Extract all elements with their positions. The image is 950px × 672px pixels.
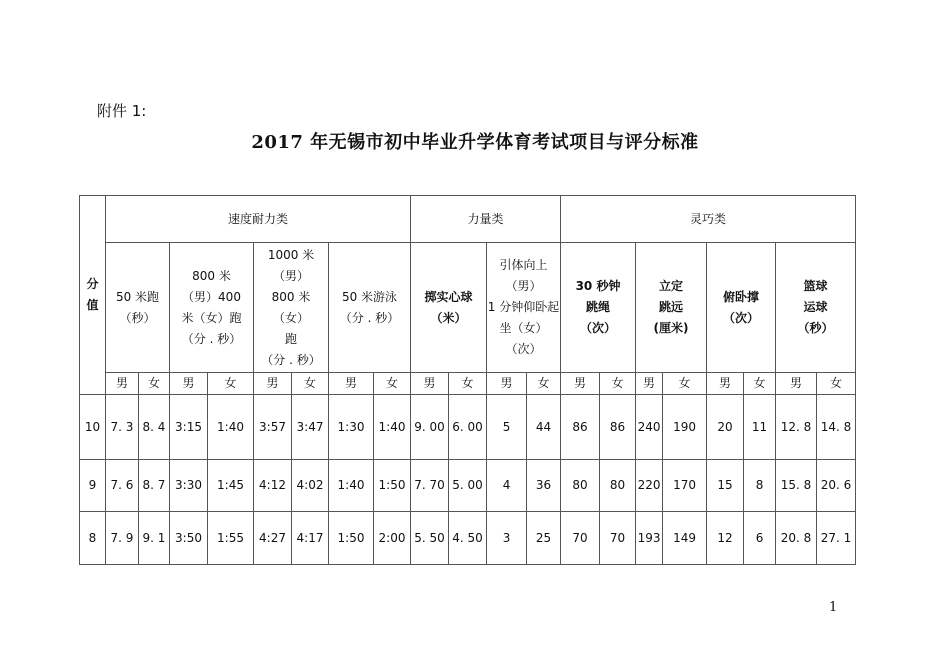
table-cell: 70 — [600, 512, 636, 565]
page-number: 1 — [829, 600, 838, 615]
table-cell: 3:47 — [292, 395, 329, 460]
score-value: 9 — [80, 460, 106, 512]
gender-male: 男 — [106, 373, 139, 395]
score-value: 8 — [80, 512, 106, 565]
table-cell: 4:12 — [254, 460, 292, 512]
item-basketball-dribble: 篮球 运球 （秒） — [776, 243, 856, 373]
table-cell: 7. 3 — [106, 395, 139, 460]
table-cell: 6 — [744, 512, 776, 565]
table-cell: 1:40 — [374, 395, 411, 460]
table-cell: 20 — [707, 395, 744, 460]
table-cell: 1:50 — [329, 512, 374, 565]
table-cell: 6. 00 — [449, 395, 487, 460]
score-header: 分 值 — [80, 196, 106, 395]
score-row-10 — [80, 395, 856, 460]
item-50m-run: 50 米跑 （秒） — [106, 243, 170, 373]
table-cell: 80 — [561, 460, 600, 512]
table-cell: 20. 8 — [776, 512, 817, 565]
table-cell: 2:00 — [374, 512, 411, 565]
table-cell: 36 — [527, 460, 561, 512]
gender-male: 男 — [636, 373, 663, 395]
table-cell: 20. 6 — [817, 460, 856, 512]
gender-male: 男 — [776, 373, 817, 395]
table-cell: 1:45 — [208, 460, 254, 512]
gender-male: 男 — [411, 373, 449, 395]
table-cell: 4 — [487, 460, 527, 512]
gender-male: 男 — [487, 373, 527, 395]
gender-female: 女 — [663, 373, 707, 395]
table-cell: 27. 1 — [817, 512, 856, 565]
table-cell: 7. 70 — [411, 460, 449, 512]
item-pullup-situp: 引体向上 （男） 1 分钟仰卧起 坐（女） （次） — [487, 243, 561, 373]
table-cell: 8. 7 — [139, 460, 170, 512]
table-cell: 7. 6 — [106, 460, 139, 512]
gender-female: 女 — [527, 373, 561, 395]
score-value: 10 — [80, 395, 106, 460]
table-cell: 15 — [707, 460, 744, 512]
category-row — [80, 196, 856, 243]
table-cell: 4. 50 — [449, 512, 487, 565]
table-cell: 14. 8 — [817, 395, 856, 460]
table-cell: 11 — [744, 395, 776, 460]
table-cell: 44 — [527, 395, 561, 460]
gender-male: 男 — [254, 373, 292, 395]
item-jump-rope: 30 秒钟 跳绳 （次） — [561, 243, 636, 373]
score-table — [79, 195, 856, 565]
table-cell: 7. 9 — [106, 512, 139, 565]
gender-female: 女 — [139, 373, 170, 395]
table-cell: 3 — [487, 512, 527, 565]
item-pushup: 俯卧撑 （次） — [707, 243, 776, 373]
category-agility: 灵巧类 — [561, 196, 856, 243]
table-cell: 3:30 — [170, 460, 208, 512]
table-cell: 4:17 — [292, 512, 329, 565]
table-cell: 3:57 — [254, 395, 292, 460]
gender-male: 男 — [707, 373, 744, 395]
item-standing-jump: 立定 跳远 (厘米) — [636, 243, 707, 373]
table-cell: 149 — [663, 512, 707, 565]
item-row — [80, 243, 856, 373]
table-cell: 1:30 — [329, 395, 374, 460]
table-cell: 86 — [561, 395, 600, 460]
gender-female: 女 — [600, 373, 636, 395]
table-cell: 190 — [663, 395, 707, 460]
table-cell: 1:40 — [208, 395, 254, 460]
item-800m-400m-run: 800 米 （男）400 米（女）跑 （分 . 秒） — [170, 243, 254, 373]
table-cell: 240 — [636, 395, 663, 460]
table-cell: 3:15 — [170, 395, 208, 460]
attachment-label: 附件 1: — [97, 102, 147, 120]
table-cell: 220 — [636, 460, 663, 512]
table-cell: 193 — [636, 512, 663, 565]
gender-female: 女 — [374, 373, 411, 395]
table-cell: 70 — [561, 512, 600, 565]
table-cell: 9. 00 — [411, 395, 449, 460]
table-cell: 170 — [663, 460, 707, 512]
score-row-9 — [80, 460, 856, 512]
gender-female: 女 — [817, 373, 856, 395]
table-cell: 5 — [487, 395, 527, 460]
table-cell: 9. 1 — [139, 512, 170, 565]
table-cell: 1:40 — [329, 460, 374, 512]
table-cell: 5. 50 — [411, 512, 449, 565]
table-cell: 12. 8 — [776, 395, 817, 460]
gender-male: 男 — [561, 373, 600, 395]
table-cell: 5. 00 — [449, 460, 487, 512]
table-cell: 1:50 — [374, 460, 411, 512]
gender-female: 女 — [449, 373, 487, 395]
gender-row — [80, 373, 856, 395]
table-cell: 12 — [707, 512, 744, 565]
table-cell: 8. 4 — [139, 395, 170, 460]
item-1000m-800m-run: 1000 米 （男） 800 米 （女） 跑 （分 . 秒） — [254, 243, 329, 373]
item-50m-swim: 50 米游泳 （分 . 秒） — [329, 243, 411, 373]
table-cell: 86 — [600, 395, 636, 460]
table-cell: 80 — [600, 460, 636, 512]
gender-female: 女 — [292, 373, 329, 395]
item-shot-put: 掷实心球 （米） — [411, 243, 487, 373]
category-speed-endurance: 速度耐力类 — [106, 196, 411, 243]
category-strength: 力量类 — [411, 196, 561, 243]
table-cell: 4:02 — [292, 460, 329, 512]
table-cell: 25 — [527, 512, 561, 565]
gender-female: 女 — [208, 373, 254, 395]
table-cell: 1:55 — [208, 512, 254, 565]
score-row-8 — [80, 512, 856, 565]
gender-male: 男 — [170, 373, 208, 395]
gender-female: 女 — [744, 373, 776, 395]
table-cell: 8 — [744, 460, 776, 512]
table-cell: 3:50 — [170, 512, 208, 565]
table-cell: 4:27 — [254, 512, 292, 565]
gender-male: 男 — [329, 373, 374, 395]
table-cell: 15. 8 — [776, 460, 817, 512]
document-title: 2017 年无锡市初中毕业升学体育考试项目与评分标准 — [251, 132, 699, 153]
